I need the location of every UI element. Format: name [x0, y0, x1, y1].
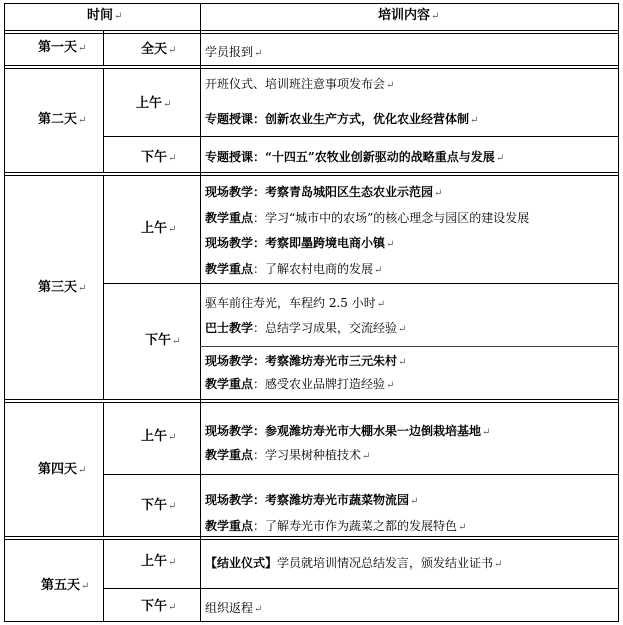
content-line: 教学重点：了解寿光市作为蔬菜之都的发展特色↵ [205, 519, 467, 533]
content-line: 现场教学：考察即墨跨境电商小镇↵ [205, 236, 395, 250]
table-border-left [4, 3, 5, 622]
day-label-4: 第四天↵ [38, 462, 87, 477]
slot-label: 上午↵ [136, 96, 172, 111]
content-line: 现场教学：参观潍坊寿光市大棚水果一边倒栽培基地↵ [205, 424, 491, 438]
content-line: 教学重点：了解农村电商的发展↵ [205, 262, 383, 276]
content-line: 教学重点：学习“城市中的农场”的核心理念与园区的建设发展 [205, 211, 530, 225]
content-line: 专题授课：“十四五”农牧业创新驱动的战略重点与发展↵ [205, 150, 505, 164]
slot-label: 下午↵ [145, 333, 181, 348]
slot-label: 下午↵ [141, 599, 177, 614]
day-label-3: 第三天↵ [38, 280, 87, 295]
content-line: 现场教学：考察潍坊寿光市蔬菜物流园↵ [205, 493, 419, 507]
content-line: 现场教学：考察潍坊寿光市三元朱村↵ [205, 354, 407, 368]
day-label-5: 第五天↵ [41, 578, 90, 593]
content-line: 教学重点：感受农业品牌打造经验↵ [205, 377, 395, 391]
slot-label: 下午↵ [141, 150, 177, 165]
day-label-1: 第一天↵ [38, 40, 87, 55]
slot-label: 上午↵ [141, 221, 177, 236]
content-line: 学员报到↵ [205, 45, 263, 59]
content-line: 组织返程↵ [205, 601, 263, 615]
content-line: 开班仪式、培训班注意事项发布会↵ [205, 77, 395, 91]
table-border-bottom [4, 621, 619, 622]
content-line: 现场教学：考察青岛城阳区生态农业示范园↵ [205, 185, 443, 199]
day-label-2: 第二天↵ [38, 112, 87, 127]
content-line: 驱车前往寿光，车程约 2.5 小时↵ [205, 296, 386, 310]
slot-label: 下午↵ [141, 498, 177, 513]
content-line: 巴士教学：总结学习成果，交流经验↵ [205, 321, 407, 335]
table-border-top [4, 3, 619, 4]
slot-label: 上午↵ [141, 554, 177, 569]
table-border-right [618, 3, 619, 622]
column-divider-content [200, 3, 201, 622]
slot-label: 全天↵ [141, 42, 177, 57]
header-time: 时间↵ [87, 8, 123, 23]
content-line: 【结业仪式】学员就培训情况总结发言，颁发结业证书↵ [205, 556, 503, 570]
content-line: 教学重点：学习果树种植技术↵ [205, 448, 371, 462]
slot-label: 上午↵ [141, 429, 177, 444]
header-content: 培训内容↵ [378, 8, 440, 23]
content-line: 专题授课：创新农业生产方式，优化农业经营体制↵ [205, 112, 479, 126]
